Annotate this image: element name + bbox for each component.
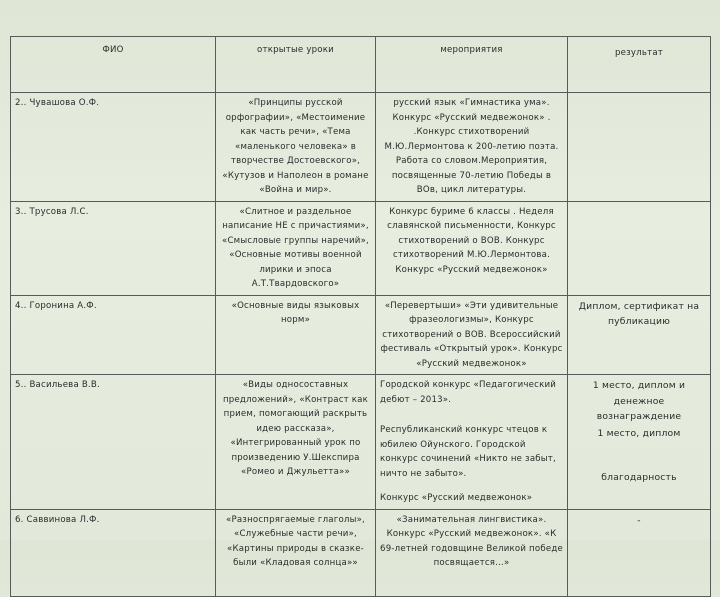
spacer (380, 481, 563, 491)
events: «Занимательная лингвистика». Конкурс «Русский медвежонок». «К 69-летней годовщине Великой победе посвящается…» (376, 509, 568, 596)
document-frame (10, 36, 710, 568)
event-item: Городской конкурс «Педагогический дебют – 2013». (380, 380, 557, 405)
table-row (11, 295, 711, 375)
header-lessons: открытые уроки (216, 37, 376, 93)
events (376, 375, 568, 510)
teacher-name: 5.. Васильева В.В. (11, 375, 216, 510)
teacher-name: 2.. Чувашова О.Ф. (11, 93, 216, 202)
spacer (380, 407, 563, 423)
open-lessons: «Разноспрягаемые глаголы», «Служебные части речи», «Картины природы в сказке-были «Кладовая солнца»» (216, 509, 376, 596)
header-result: результат (568, 37, 711, 93)
table-row (11, 93, 711, 202)
result: - (568, 509, 711, 596)
result-item: благодарность (601, 472, 677, 483)
table-header-row (11, 37, 711, 93)
header-events: мероприятия (376, 37, 568, 93)
open-lessons: «Слитное и раздельное написание НЕ с причастиями», «Смысловые группы наречий», «Основные мотивы военной лирики и эпоса А.Т.Твардовского» (216, 201, 376, 295)
open-lessons: «Виды односоставных предложений», «Контраст как прием, помогающий раскрыть идею рассказа», «Интегрированный урок по произведению У.Шекспира «Ромео и Джульетта»» (216, 375, 376, 510)
table-row (11, 201, 711, 295)
events: Конкурс буриме 6 классы . Неделя славянской письменности, Конкурс стихотворений о ВОВ. Конкурс стихотворений М.Ю.Лермонтова. Конкурс «Русский медвежонок» (376, 201, 568, 295)
spacer (572, 425, 706, 426)
event-item: Конкурс «Русский медвежонок» (380, 493, 533, 503)
event-item: Республиканский конкурс чтецов к юбилею Ойунского. Городской конкурс сочинений «Никто не забыт, ничто не забыто». (380, 425, 556, 479)
teacher-name: 3.. Трусова Л.С. (11, 201, 216, 295)
open-lessons: «Основные виды языковых норм» (216, 295, 376, 375)
result (568, 375, 711, 510)
open-lessons: «Принципы русской орфографии», «Местоимение как часть речи», «Тема «маленького человека» в творчестве Достоевского», «Кутузов и Наполеон в романе «Война и мир». (216, 93, 376, 202)
teacher-name: 4.. Горонина А.Ф. (11, 295, 216, 375)
result-item: 1 место, диплом (597, 427, 681, 439)
result (568, 93, 711, 202)
result-item: 1 место, диплом и денежное вознаграждение (592, 380, 686, 422)
header-fio: ФИО (11, 37, 216, 93)
table-row (11, 375, 711, 510)
result: Диплом, сертификат на публикацию (568, 295, 711, 375)
table-row (11, 509, 711, 596)
events: «Перевертыши» «Эти удивительные фразеологизмы», Конкурс стихотворений о ВОВ. Всероссийский фестиваль «Открытый урок». Конкурс «Русский медвежонок» (376, 295, 568, 375)
result (568, 201, 711, 295)
spacer (572, 441, 706, 470)
teacher-name: 6. Саввинова Л.Ф. (11, 509, 216, 596)
events: русский язык «Гимнастика ума». Конкурс «Русский медвежонок» . .Конкурс стихотворений М.Ю.Лермонтова к 200-летию поэта. Работа со словом.Мероприятия, посвященные 70-летию Победы в ВОв, цикл литературы. (376, 93, 568, 202)
methodical-work-table (10, 36, 711, 597)
